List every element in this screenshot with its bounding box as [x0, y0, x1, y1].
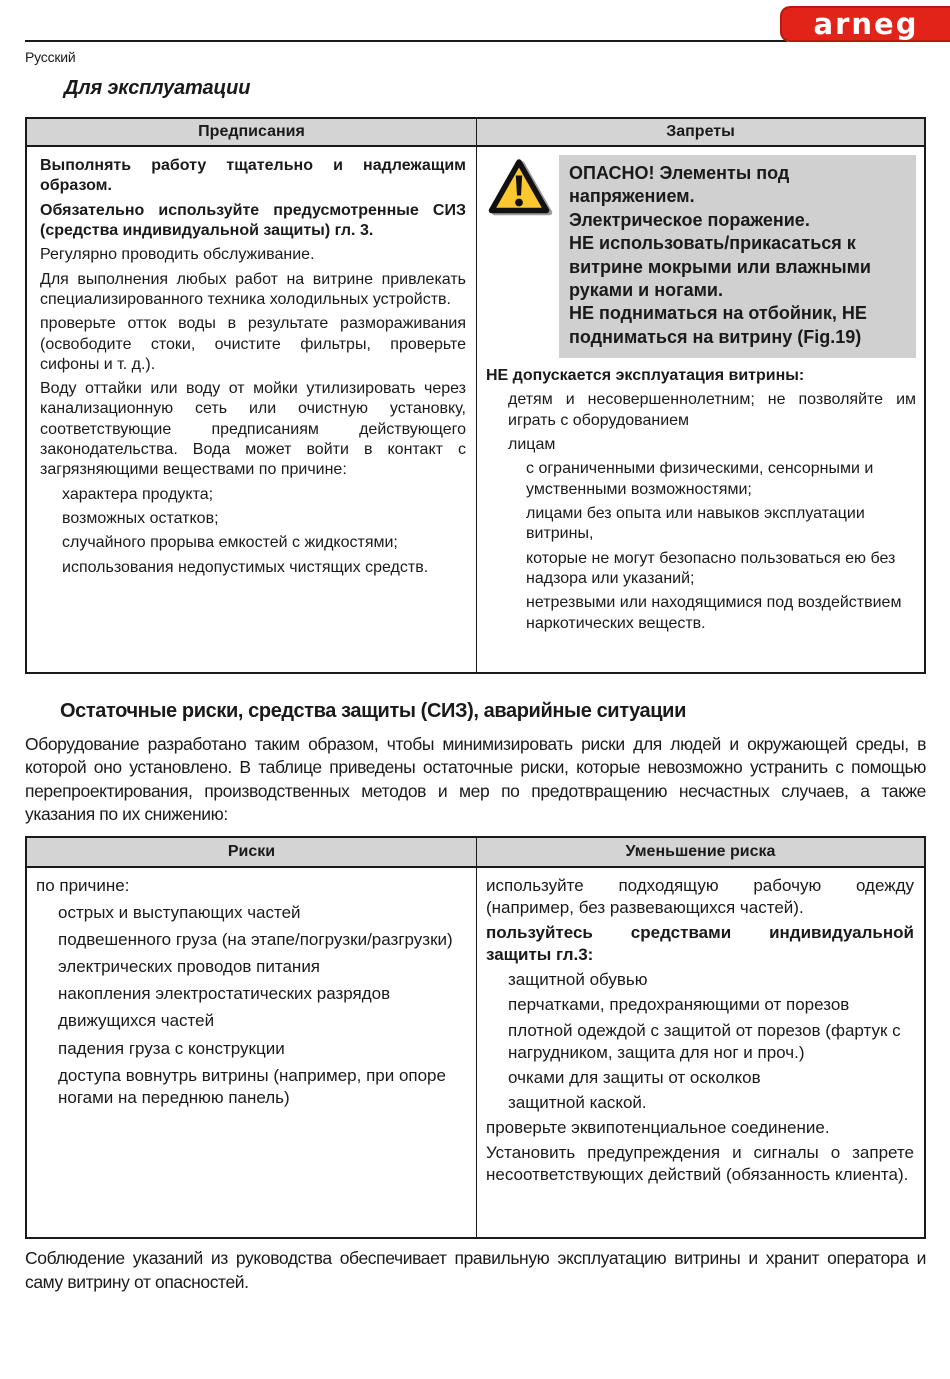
mitigation-sub-item: защитной каской.: [508, 1092, 647, 1112]
warning-line: Электрическое поражение.: [569, 209, 810, 230]
page-title: Для эксплуатации: [64, 77, 251, 99]
column-header-prohibitions: Запреты: [477, 119, 924, 147]
prohibitions-cell: [477, 147, 924, 672]
prescription-sub-item: использования недопустимых чистящих средств.: [62, 558, 429, 576]
prescription-item: Выполнять работу тщательно и надлежащим образом.: [40, 157, 466, 195]
risk-item: подвешенного груза (на этапе/погрузки/разгрузки): [58, 930, 453, 950]
column-header-prescriptions: Предписания: [27, 119, 477, 147]
warning-line: ОПАСНО! Элементы под напряжением.: [569, 163, 790, 207]
prohibition-sub-item: лицами без опыта или навыков эксплуатации витрины,: [526, 505, 865, 543]
mitigation-item: Установить предупреждения и сигналы о запрете несоответствующих действий (обязанность клиента).: [486, 1143, 914, 1185]
warning-text-box: [559, 155, 916, 358]
risks-table: [25, 836, 926, 1239]
prescription-item: Обязательно используйте предусмотренные СИЗ (средства индивидуальной защиты) гл. 3.: [40, 201, 466, 239]
prohibition-item: лицам: [508, 436, 556, 454]
footer-note: Соблюдение указаний из руководства обеспечивает правильную эксплуатацию витрины и хранит оператора и саму витрину от опасностей.: [25, 1248, 926, 1292]
risks-intro: по причине:: [36, 876, 130, 895]
prescription-sub-item: случайного прорыва емкостей с жидкостями;: [62, 534, 398, 552]
risk-item: электрических проводов питания: [58, 957, 321, 977]
prescription-item: Для выполнения любых работ на витрине привлекать специализированного техника холодильных устройств.: [40, 270, 466, 308]
risk-item: движущихся частей: [58, 1011, 215, 1031]
risk-item: падения груза с конструкции: [58, 1038, 285, 1058]
risk-item: накопления электростатических разрядов: [58, 984, 391, 1004]
brand-logo: [780, 6, 950, 42]
residual-risks-intro: Оборудование разработано таким образом, чтобы минимизировать риски для людей и окружающей среды, в которой оно установлено. В таблице приведены остаточные риски, которые невозможно устранить с помощью перепроектирования, производственных методов и мер по предотвращению несчастных случаев, а также указания по их снижению:: [25, 734, 926, 824]
risk-item: доступа вовнутрь витрины (например, при опоре ногами на переднюю панель): [58, 1065, 446, 1107]
prohibition-sub-item: с ограниченными физическими, сенсорными и умственными возможностями;: [526, 460, 874, 498]
section-title-residual-risks: Остаточные риски, средства защиты (СИЗ), аварийные ситуации: [60, 700, 686, 722]
column-header-risk-reduction: Уменьшение риска: [477, 838, 924, 868]
mitigation-sub-item: плотной одеждой с защитой от порезов (фартук с нагрудником, защита для ног и проч.): [508, 1020, 901, 1062]
prohibition-item: детям и несовершеннолетним; не позволяйте им играть с оборудованием: [508, 391, 916, 429]
brand-logo-text: arneg: [813, 6, 919, 41]
mitigation-item: проверьте эквипотенциальное соединение.: [486, 1117, 830, 1137]
column-header-risks: Риски: [27, 838, 477, 868]
risk-item: острых и выступающих частей: [58, 903, 301, 923]
header-divider: [25, 40, 787, 42]
operation-table: [25, 117, 926, 674]
warning-triangle-icon: [486, 155, 552, 221]
warning-line: НЕ подниматься на отбойник, НЕ подниматься на витрину (Fig.19): [569, 303, 867, 347]
prescription-item: Регулярно проводить обслуживание.: [40, 246, 315, 264]
mitigation-sub-item: очками для защиты от осколков: [508, 1067, 761, 1087]
mitigation-item: используйте подходящую рабочую одежду (например, без развевающихся частей).: [486, 876, 914, 918]
prescription-item: проверьте отток воды в результате размораживания (освободите стоки, очистите фильтры, проверьте сифоны и т. д.).: [40, 315, 466, 373]
prohibition-sub-item: которые не могут безопасно пользоваться ею без надзора или указаний;: [526, 549, 896, 587]
prohibition-sub-item: нетрезвыми или находящимися под воздействием наркотических веществ.: [526, 594, 902, 632]
language-label: Русский: [25, 49, 76, 65]
risks-cell: [27, 868, 477, 1237]
prescriptions-cell: [27, 147, 477, 672]
mitigation-sub-item: защитной обувью: [508, 970, 648, 990]
warning-line: НЕ использовать/прикасаться к витрине мокрыми или влажными руками и ногами.: [569, 233, 871, 300]
prescription-sub-item: характера продукта;: [62, 485, 214, 503]
danger-warning-block: [486, 155, 916, 358]
prescription-sub-item: возможных остатков;: [62, 510, 219, 527]
mitigation-item: пользуйтесь средствами индивидуальной защиты гл.3:: [486, 923, 914, 965]
prescription-item: Воду оттайки или воду от мойки утилизировать через канализационную сеть или очистную установку, соответствующие предписаниям действующего законодательства. Вода может войти в контакт с загрязняющими веществами по причине:: [40, 380, 466, 479]
mitigation-sub-item: перчатками, предохраняющими от порезов: [508, 995, 850, 1015]
risk-reduction-cell: [477, 868, 924, 1237]
prohibitions-title: НЕ допускается эксплуатация витрины:: [486, 367, 805, 385]
